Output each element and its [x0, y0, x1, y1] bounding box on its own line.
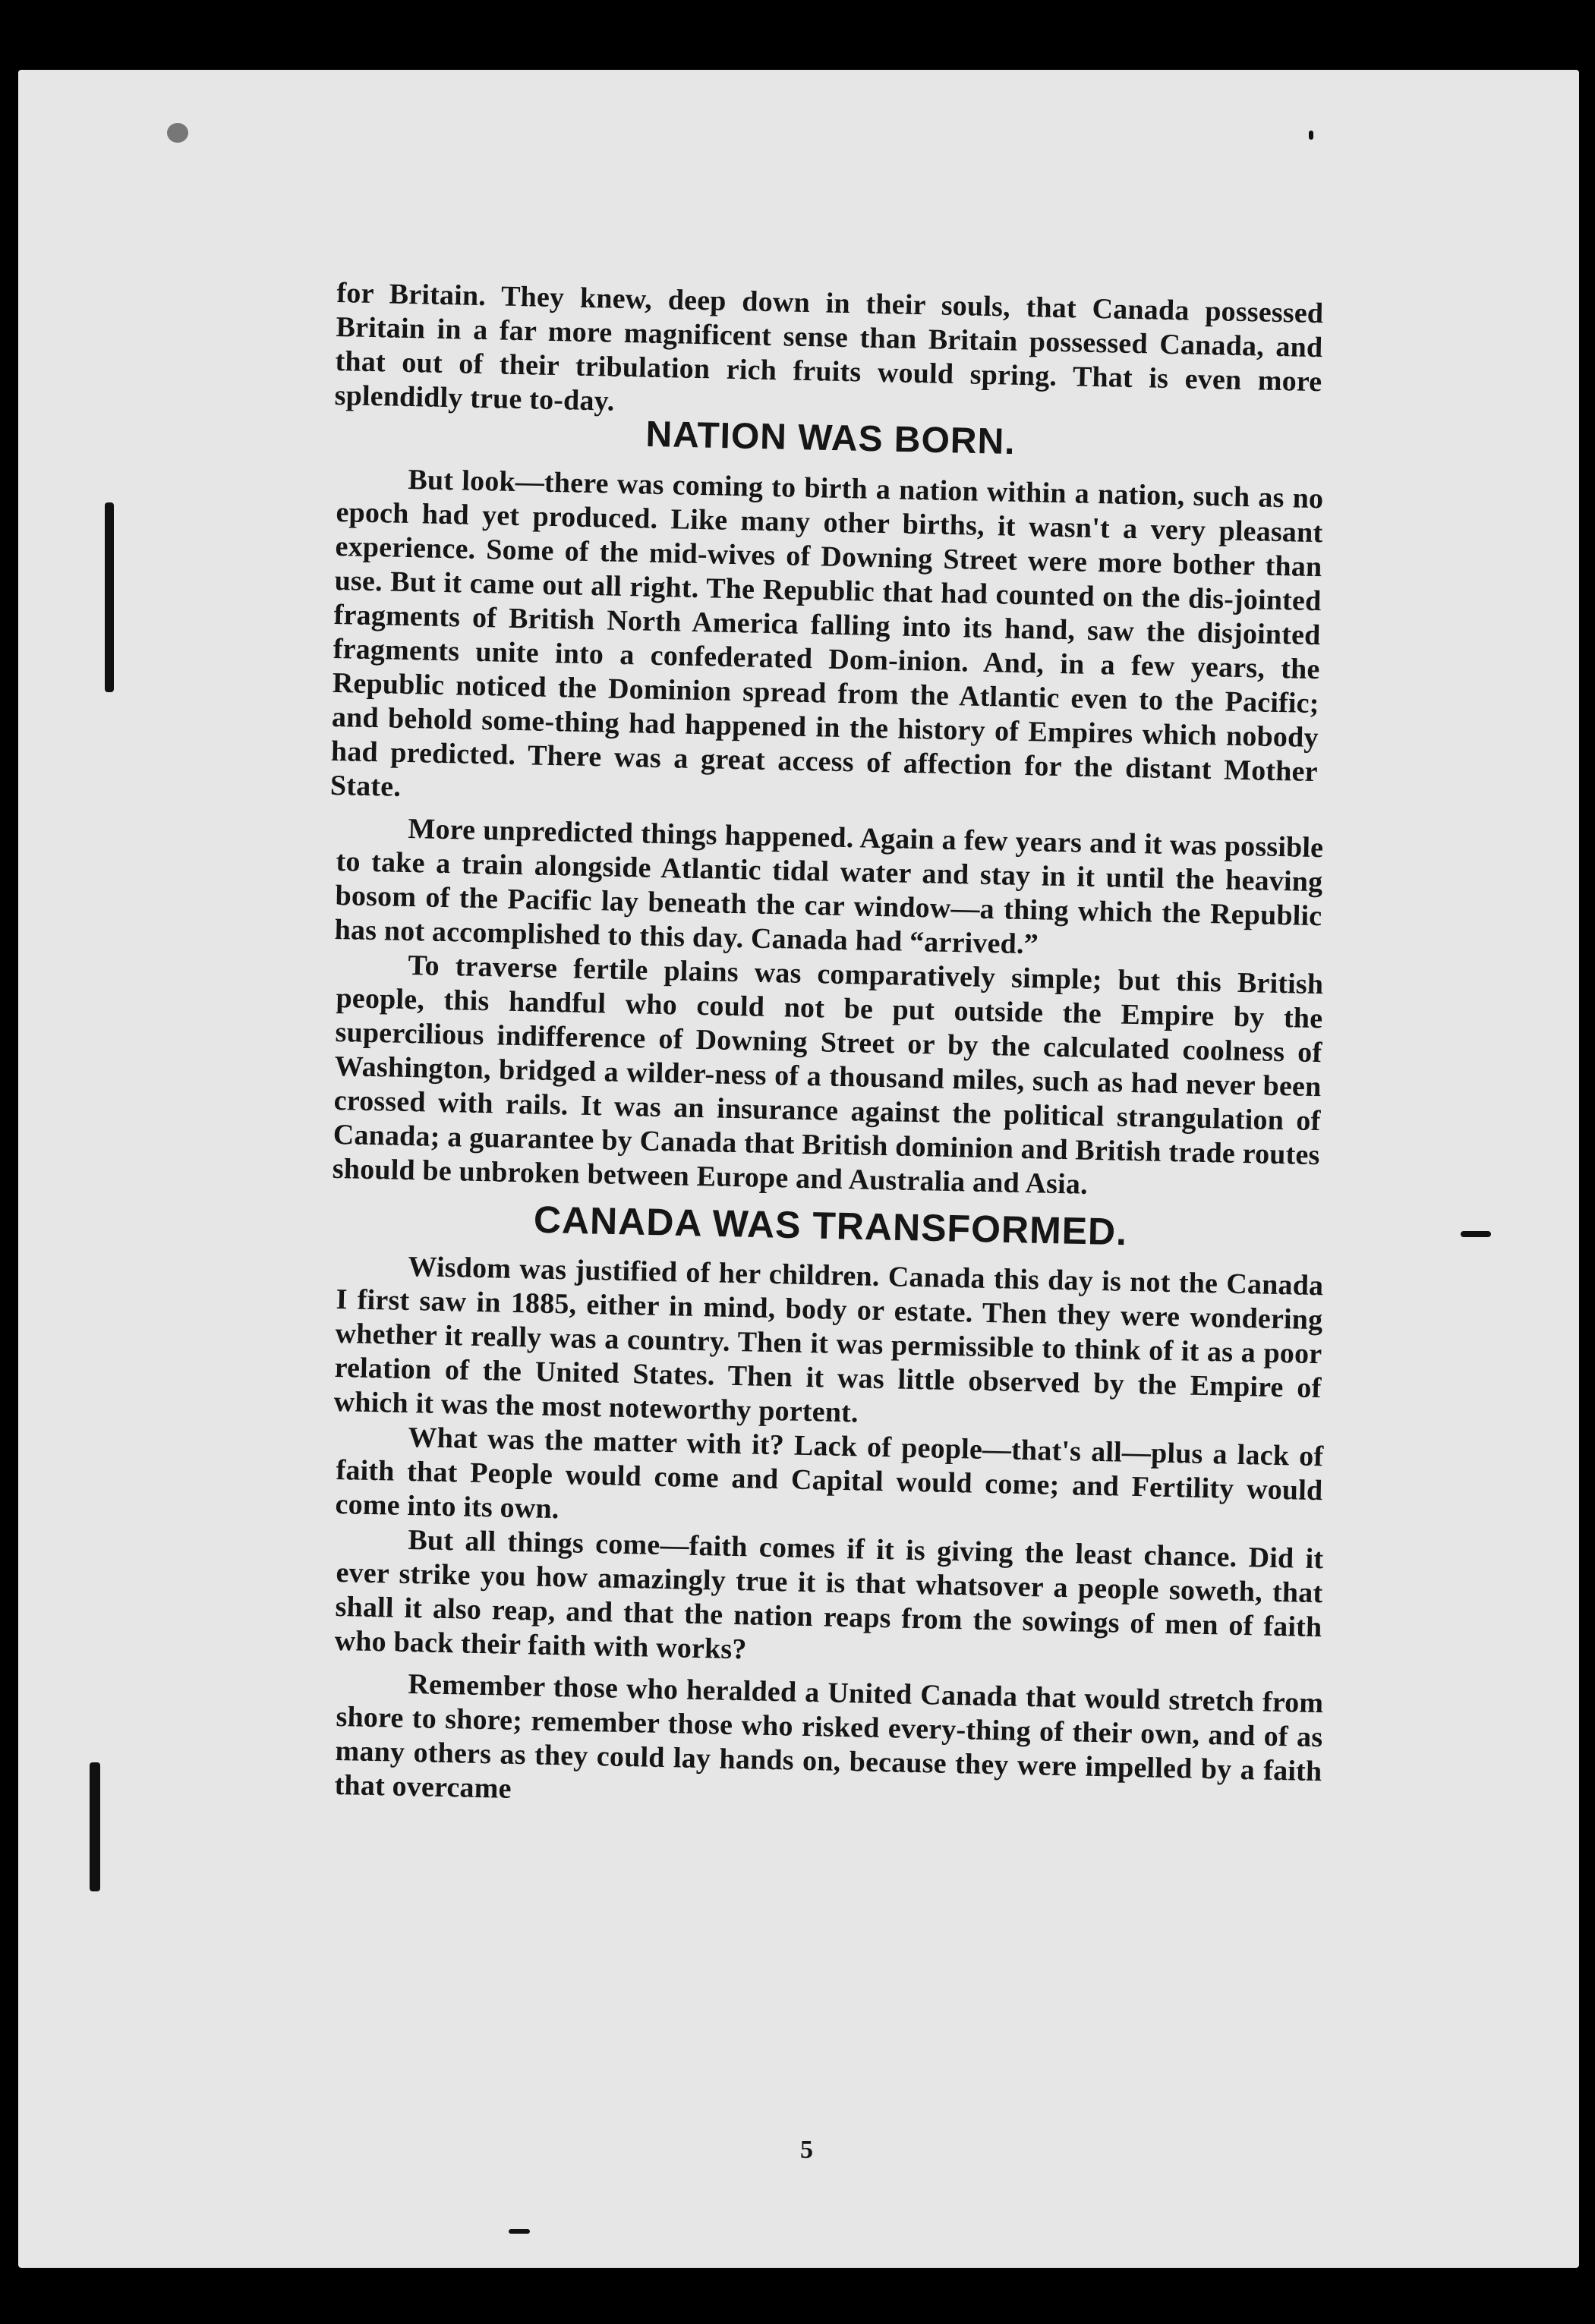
document-page: [18, 70, 1579, 2268]
margin-mark: [90, 1762, 100, 1891]
margin-mark: [1461, 1231, 1491, 1237]
margin-mark: [509, 2229, 530, 2234]
margin-mark: [105, 502, 114, 692]
margin-mark: [1309, 131, 1313, 140]
section-heading: NATION WAS BORN.: [645, 414, 1017, 463]
paragraph: To traverse fertile plains was comparatively simple; but this British people, this handful who could not be put outside the Empire by the supercilious indifference of Downing Street or by the calculated coolness of Washington, bridged a wilder-ness of a thousand miles, such as had never been crossed with rails. It was an insurance against the political strangulation of Canada; a guarantee by Canada that British dominion and British trade routes should be unbroken between Europe and Australia and Asia.: [332, 949, 1324, 1201]
section-heading: CANADA WAS TRANSFORMED.: [533, 1198, 1128, 1254]
paragraph: More unpredicted things happened. Again a few years and it was possible to take a train alongside Atlantic tidal water and stay in it until the heaving bosom of the Pacific lay beneath the car window—a thing which the Republic has not accomplished to this day. Canada had “arrived.”: [334, 812, 1324, 961]
paragraph: What was the matter with it? Lack of people—that's all—plus a lack of faith that People would come and Capital would come; and Fertility would come into its own.: [335, 1421, 1324, 1526]
paragraph: But all things come—faith comes if it is giving the least chance. Did it ever strike you how amazingly true it is that whatsover a people soweth, that shall it also reap, and that the nation reaps from the sowings of men of faith who back their faith with works?: [334, 1523, 1324, 1666]
paragraph: Wisdom was justified of her children. Canada this day is not the Canada I first saw in 1885, either in mind, body or estate. Then they were wondering whether it really was a country. Then it was permissible to think of it as a poor relation of the United States. Then it was little observed by the Empire of which it was the most noteworthy portent.: [333, 1250, 1324, 1429]
paragraph: But look—there was coming to birth a nation within a nation, such as no epoch had yet produced. Like many other births, it wasn't a very pleasant experience. Some of the mid-wives of Downing Street were more bother than use. But it came out all right. The Republic that had counted on the dis-jointed fragments of British North America falling into its hand, saw the disjointed fragments unite into a confederated Dom-inion. And, in a few years, the Republic noticed the Dominion spread from the Atlantic even to the Pacific; and behold some-thing had happened in the history of Empires which nobody had predicted. There was a great access of affection for the distant Mother State.: [329, 463, 1324, 803]
paragraph: for Britain. They knew, deep down in their souls, that Canada possessed Britain in a far more magnificent sense than Britain possessed Canada, and that out of their tribulation rich fruits would spring. That is even more splendidly true to-day.: [334, 276, 1324, 417]
paragraph: Remember those who heralded a United Canada that would stretch from shore to shore; remember those who risked every-thing of their own, and of as many others as they could lay hands on, because they were impelled by a faith that overcame: [334, 1667, 1324, 1805]
page-number: 5: [800, 2136, 813, 2164]
article-text: [329, 276, 1324, 1805]
paper-speck: [167, 123, 188, 143]
